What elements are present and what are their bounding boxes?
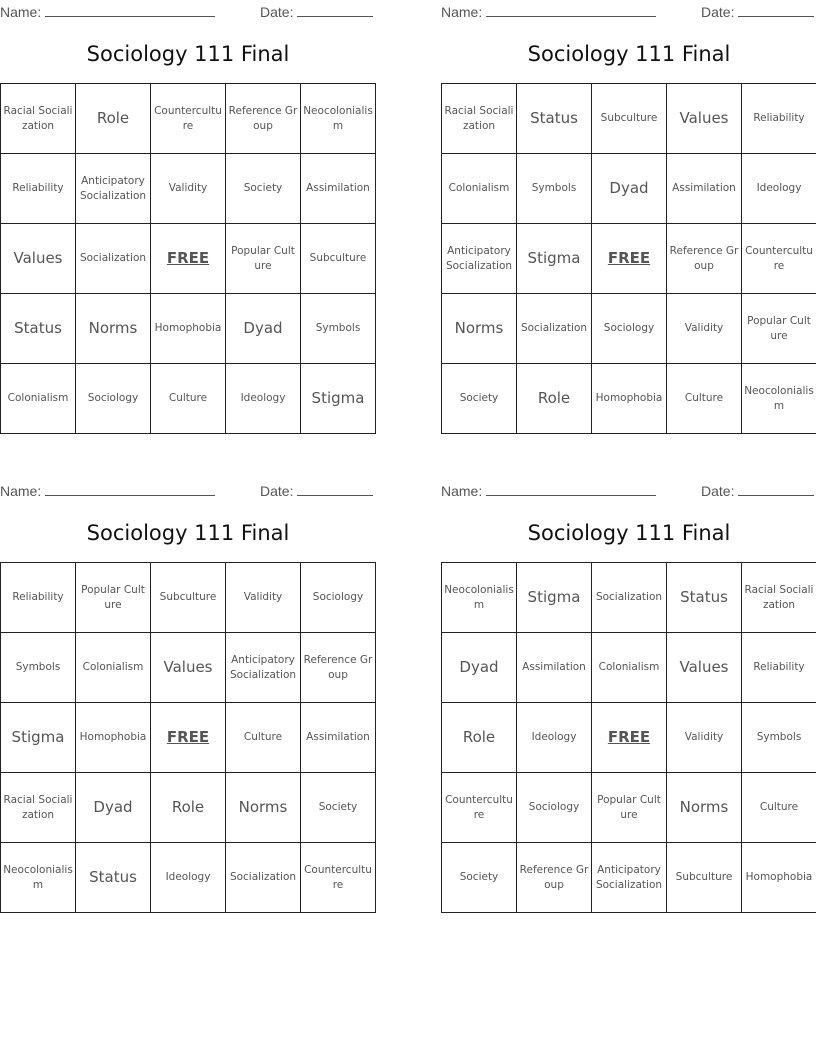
bingo-card — [441, 479, 816, 919]
bingo-cell: Norms — [667, 773, 742, 843]
bingo-cell: Values — [1, 224, 76, 294]
bingo-cell: Anticipatory Socialization — [226, 633, 301, 703]
bingo-cell: Racial Socialization — [442, 84, 517, 154]
bingo-cell: Reference Group — [301, 633, 376, 703]
bingo-cell: Ideology — [226, 364, 301, 434]
bingo-cell: Society — [442, 843, 517, 913]
bingo-cell: Subculture — [151, 563, 226, 633]
date-label: Date: — [260, 483, 294, 499]
date-field — [260, 2, 373, 20]
bingo-cell: Dyad — [442, 633, 517, 703]
bingo-cell: Subculture — [301, 224, 376, 294]
bingo-cell: Sociology — [301, 563, 376, 633]
name-label: Name: — [441, 483, 483, 499]
bingo-card — [0, 0, 376, 440]
bingo-cell: Society — [226, 154, 301, 224]
bingo-cell: Socialization — [76, 224, 151, 294]
bingo-cell: Colonialism — [442, 154, 517, 224]
bingo-cell: Stigma — [301, 364, 376, 434]
date-field — [701, 2, 814, 20]
bingo-cell: Assimilation — [667, 154, 742, 224]
card-header — [441, 481, 816, 499]
free-space-cell: FREE — [151, 703, 226, 773]
free-space-cell: FREE — [592, 224, 667, 294]
bingo-cell: Neocolonialism — [442, 563, 517, 633]
date-field — [701, 481, 814, 499]
bingo-cell: Culture — [742, 773, 816, 843]
bingo-cell: Homophobia — [151, 294, 226, 364]
bingo-cell: Validity — [226, 563, 301, 633]
bingo-cell: Racial Socialization — [1, 84, 76, 154]
bingo-cell: Reference Group — [226, 84, 301, 154]
bingo-cell: Culture — [151, 364, 226, 434]
date-blank — [297, 481, 373, 496]
bingo-cell: Values — [667, 84, 742, 154]
bingo-cell: Role — [517, 364, 592, 434]
date-blank — [738, 2, 814, 17]
bingo-cell: Validity — [667, 703, 742, 773]
bingo-cell: Counterculture — [151, 84, 226, 154]
bingo-cell: Dyad — [226, 294, 301, 364]
bingo-cell: Colonialism — [592, 633, 667, 703]
bingo-cell: Stigma — [517, 563, 592, 633]
bingo-cell: Homophobia — [76, 703, 151, 773]
bingo-cell: Culture — [226, 703, 301, 773]
bingo-cell: Socialization — [517, 294, 592, 364]
date-blank — [738, 481, 814, 496]
bingo-cell: Culture — [667, 364, 742, 434]
name-blank — [486, 481, 656, 496]
bingo-cell: Reliability — [1, 154, 76, 224]
bingo-grid — [0, 83, 376, 434]
bingo-cell: Society — [301, 773, 376, 843]
name-blank — [486, 2, 656, 17]
bingo-cell: Popular Culture — [592, 773, 667, 843]
date-label: Date: — [260, 4, 294, 20]
bingo-cell: Ideology — [742, 154, 816, 224]
bingo-cell: Values — [667, 633, 742, 703]
bingo-cell: Status — [667, 563, 742, 633]
bingo-cell: Anticipatory Socialization — [592, 843, 667, 913]
bingo-cell: Homophobia — [592, 364, 667, 434]
card-title: Sociology 111 Final — [86, 42, 290, 66]
bingo-card — [0, 479, 376, 919]
bingo-cell: Reliability — [1, 563, 76, 633]
bingo-cell: Sociology — [592, 294, 667, 364]
bingo-cell: Status — [1, 294, 76, 364]
name-label: Name: — [0, 483, 42, 499]
bingo-cell: Counterculture — [742, 224, 816, 294]
bingo-cell: Neocolonialism — [301, 84, 376, 154]
bingo-cell: Neocolonialism — [742, 364, 816, 434]
card-title: Sociology 111 Final — [527, 521, 731, 545]
bingo-cell: Norms — [226, 773, 301, 843]
bingo-cell: Norms — [442, 294, 517, 364]
bingo-cell: Popular Culture — [76, 563, 151, 633]
bingo-grid — [441, 83, 816, 434]
bingo-cell: Anticipatory Socialization — [442, 224, 517, 294]
bingo-cell: Status — [76, 843, 151, 913]
bingo-cell: Status — [517, 84, 592, 154]
bingo-cell: Stigma — [1, 703, 76, 773]
bingo-cell: Stigma — [517, 224, 592, 294]
bingo-cell: Anticipatory Socialization — [76, 154, 151, 224]
bingo-card — [441, 0, 816, 440]
bingo-cell: Dyad — [592, 154, 667, 224]
bingo-cell: Validity — [151, 154, 226, 224]
bingo-cell: Symbols — [742, 703, 816, 773]
bingo-cell: Reliability — [742, 633, 816, 703]
bingo-cell: Popular Culture — [742, 294, 816, 364]
bingo-cell: Symbols — [517, 154, 592, 224]
date-field — [260, 481, 373, 499]
bingo-cell: Sociology — [76, 364, 151, 434]
name-label: Name: — [0, 4, 42, 20]
bingo-cell: Racial Socialization — [742, 563, 816, 633]
name-field — [441, 2, 656, 20]
bingo-cell: Popular Culture — [226, 224, 301, 294]
bingo-cell: Role — [442, 703, 517, 773]
bingo-cell: Neocolonialism — [1, 843, 76, 913]
bingo-cell: Role — [151, 773, 226, 843]
bingo-cell: Norms — [76, 294, 151, 364]
bingo-cell: Role — [76, 84, 151, 154]
bingo-cell: Symbols — [301, 294, 376, 364]
name-field — [0, 2, 215, 20]
bingo-cell: Assimilation — [517, 633, 592, 703]
bingo-cell: Colonialism — [1, 364, 76, 434]
card-header — [441, 2, 816, 20]
bingo-cell: Sociology — [517, 773, 592, 843]
bingo-cell: Colonialism — [76, 633, 151, 703]
bingo-cell: Socialization — [226, 843, 301, 913]
date-label: Date: — [701, 483, 735, 499]
bingo-cell: Counterculture — [301, 843, 376, 913]
name-label: Name: — [441, 4, 483, 20]
name-field — [0, 481, 215, 499]
bingo-cell: Homophobia — [742, 843, 816, 913]
card-header — [0, 481, 376, 499]
date-label: Date: — [701, 4, 735, 20]
bingo-cell: Validity — [667, 294, 742, 364]
bingo-cell: Reliability — [742, 84, 816, 154]
date-blank — [297, 2, 373, 17]
free-space-cell: FREE — [592, 703, 667, 773]
name-field — [441, 481, 656, 499]
card-title: Sociology 111 Final — [527, 42, 731, 66]
free-space-cell: FREE — [151, 224, 226, 294]
bingo-cell: Ideology — [151, 843, 226, 913]
bingo-cell: Dyad — [76, 773, 151, 843]
bingo-cell: Assimilation — [301, 703, 376, 773]
bingo-cell: Subculture — [592, 84, 667, 154]
card-header — [0, 2, 376, 20]
bingo-cell: Values — [151, 633, 226, 703]
bingo-cell: Subculture — [667, 843, 742, 913]
name-blank — [45, 2, 215, 17]
bingo-grid — [441, 562, 816, 913]
bingo-grid — [0, 562, 376, 913]
card-title: Sociology 111 Final — [86, 521, 290, 545]
bingo-cell: Ideology — [517, 703, 592, 773]
bingo-cell: Counterculture — [442, 773, 517, 843]
name-blank — [45, 481, 215, 496]
bingo-cell: Assimilation — [301, 154, 376, 224]
bingo-cell: Racial Socialization — [1, 773, 76, 843]
bingo-cell: Symbols — [1, 633, 76, 703]
bingo-cell: Society — [442, 364, 517, 434]
bingo-cell: Socialization — [592, 563, 667, 633]
bingo-cell: Reference Group — [667, 224, 742, 294]
bingo-cell: Reference Group — [517, 843, 592, 913]
